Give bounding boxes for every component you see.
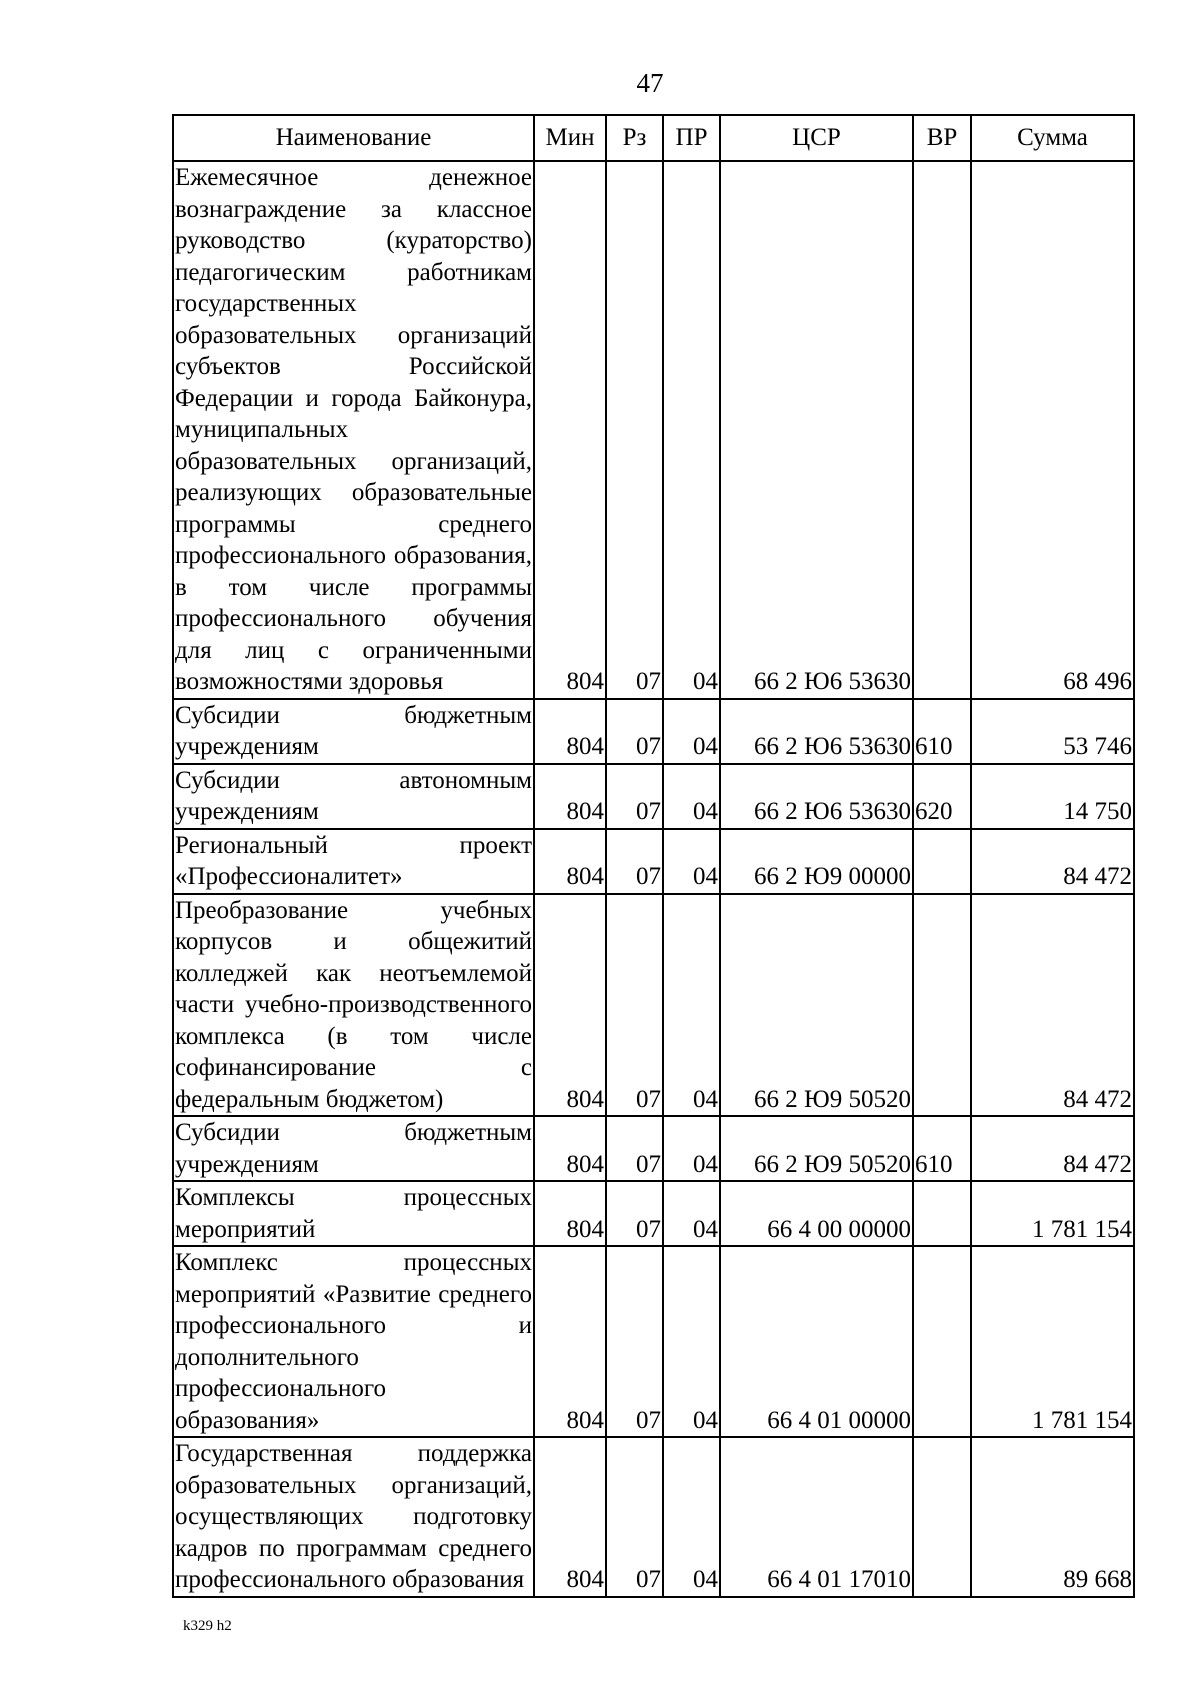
row-sum: 84 472 [971, 894, 1134, 1117]
row-vr [913, 161, 971, 699]
row-name: Ежемесячное денежное вознаграждение за классное руководство (кураторство) педагогическим работникам государственных образовательных организаций субъектов Российской Федерации и города Байконура, муниципальных образовательных организаций, реализующих образовательные программы среднего профессионального образования, в том числе программы профессионального обучения для лиц с ограниченными возможностями здоровья [173, 161, 534, 699]
table-row [173, 1116, 1134, 1181]
header-name: Наименование [173, 115, 534, 161]
row-rz: 07 [606, 829, 663, 894]
row-csr: 66 2 Ю6 53630 [720, 764, 913, 829]
budget-table [172, 114, 1135, 1598]
row-pr: 04 [663, 894, 720, 1117]
row-pr: 04 [663, 1246, 720, 1437]
row-pr: 04 [663, 699, 720, 764]
row-sum: 68 496 [971, 161, 1134, 699]
header-csr: ЦСР [720, 115, 913, 161]
row-min: 804 [534, 829, 606, 894]
row-sum: 53 746 [971, 699, 1134, 764]
header-rz: Рз [606, 115, 663, 161]
row-csr: 66 4 01 17010 [720, 1437, 913, 1597]
row-rz: 07 [606, 1181, 663, 1246]
row-name: Субсидии бюджетным учреждениям [173, 699, 534, 764]
row-min: 804 [534, 1246, 606, 1437]
row-sum: 1 781 154 [971, 1181, 1134, 1246]
row-csr: 66 2 Ю6 53630 [720, 699, 913, 764]
row-csr: 66 2 Ю6 53630 [720, 161, 913, 699]
row-rz: 07 [606, 1437, 663, 1597]
row-name: Субсидии автономным учреждениям [173, 764, 534, 829]
row-sum: 89 668 [971, 1437, 1134, 1597]
row-sum: 84 472 [971, 1116, 1134, 1181]
row-pr: 04 [663, 1116, 720, 1181]
table-row [173, 1181, 1134, 1246]
table-row [173, 699, 1134, 764]
row-min: 804 [534, 699, 606, 764]
row-rz: 07 [606, 764, 663, 829]
row-csr: 66 4 01 00000 [720, 1246, 913, 1437]
table-row [173, 894, 1134, 1117]
row-csr: 66 2 Ю9 00000 [720, 829, 913, 894]
row-sum: 84 472 [971, 829, 1134, 894]
row-csr: 66 4 00 00000 [720, 1181, 913, 1246]
row-sum: 1 781 154 [971, 1246, 1134, 1437]
row-vr [913, 1181, 971, 1246]
page-number: 47 [636, 68, 664, 98]
row-name: Государственная поддержка образовательных организаций, осуществляющих подготовку кадров по программам среднего профессионального образования [173, 1437, 534, 1597]
row-name: Комплексы процессных мероприятий [173, 1181, 534, 1246]
row-sum: 14 750 [971, 764, 1134, 829]
row-rz: 07 [606, 1246, 663, 1437]
table-row [173, 829, 1134, 894]
row-pr: 04 [663, 161, 720, 699]
row-name: Субсидии бюджетным учреждениям [173, 1116, 534, 1181]
header-sum: Сумма [971, 115, 1134, 161]
row-min: 804 [534, 1437, 606, 1597]
row-vr [913, 1246, 971, 1437]
row-name: Региональный проект «Профессионалитет» [173, 829, 534, 894]
table-row [173, 161, 1134, 699]
row-vr [913, 894, 971, 1117]
row-pr: 04 [663, 1437, 720, 1597]
footer-code: k329 h2 [183, 1618, 232, 1634]
row-name: Комплекс процессных мероприятий «Развитие среднего профессионального и дополнительного профессионального образования» [173, 1246, 534, 1437]
row-csr: 66 2 Ю9 50520 [720, 1116, 913, 1181]
table-row [173, 1246, 1134, 1437]
row-pr: 04 [663, 829, 720, 894]
row-vr: 610 [913, 1116, 971, 1181]
row-rz: 07 [606, 1116, 663, 1181]
row-min: 804 [534, 161, 606, 699]
header-pr: ПР [663, 115, 720, 161]
row-min: 804 [534, 1116, 606, 1181]
row-name: Преобразование учебных корпусов и общежитий колледжей как неотъемлемой части учебно-производственного комплекса (в том числе софинансирование с федеральным бюджетом) [173, 894, 534, 1117]
table-row [173, 764, 1134, 829]
row-rz: 07 [606, 161, 663, 699]
row-pr: 04 [663, 1181, 720, 1246]
table-row [173, 1437, 1134, 1597]
row-vr [913, 829, 971, 894]
row-min: 804 [534, 764, 606, 829]
row-vr: 620 [913, 764, 971, 829]
header-min: Мин [534, 115, 606, 161]
row-rz: 07 [606, 894, 663, 1117]
table-header-row [173, 115, 1134, 161]
row-vr [913, 1437, 971, 1597]
row-min: 804 [534, 894, 606, 1117]
header-vr: ВР [913, 115, 971, 161]
row-rz: 07 [606, 699, 663, 764]
row-min: 804 [534, 1181, 606, 1246]
row-pr: 04 [663, 764, 720, 829]
row-vr: 610 [913, 699, 971, 764]
row-csr: 66 2 Ю9 50520 [720, 894, 913, 1117]
